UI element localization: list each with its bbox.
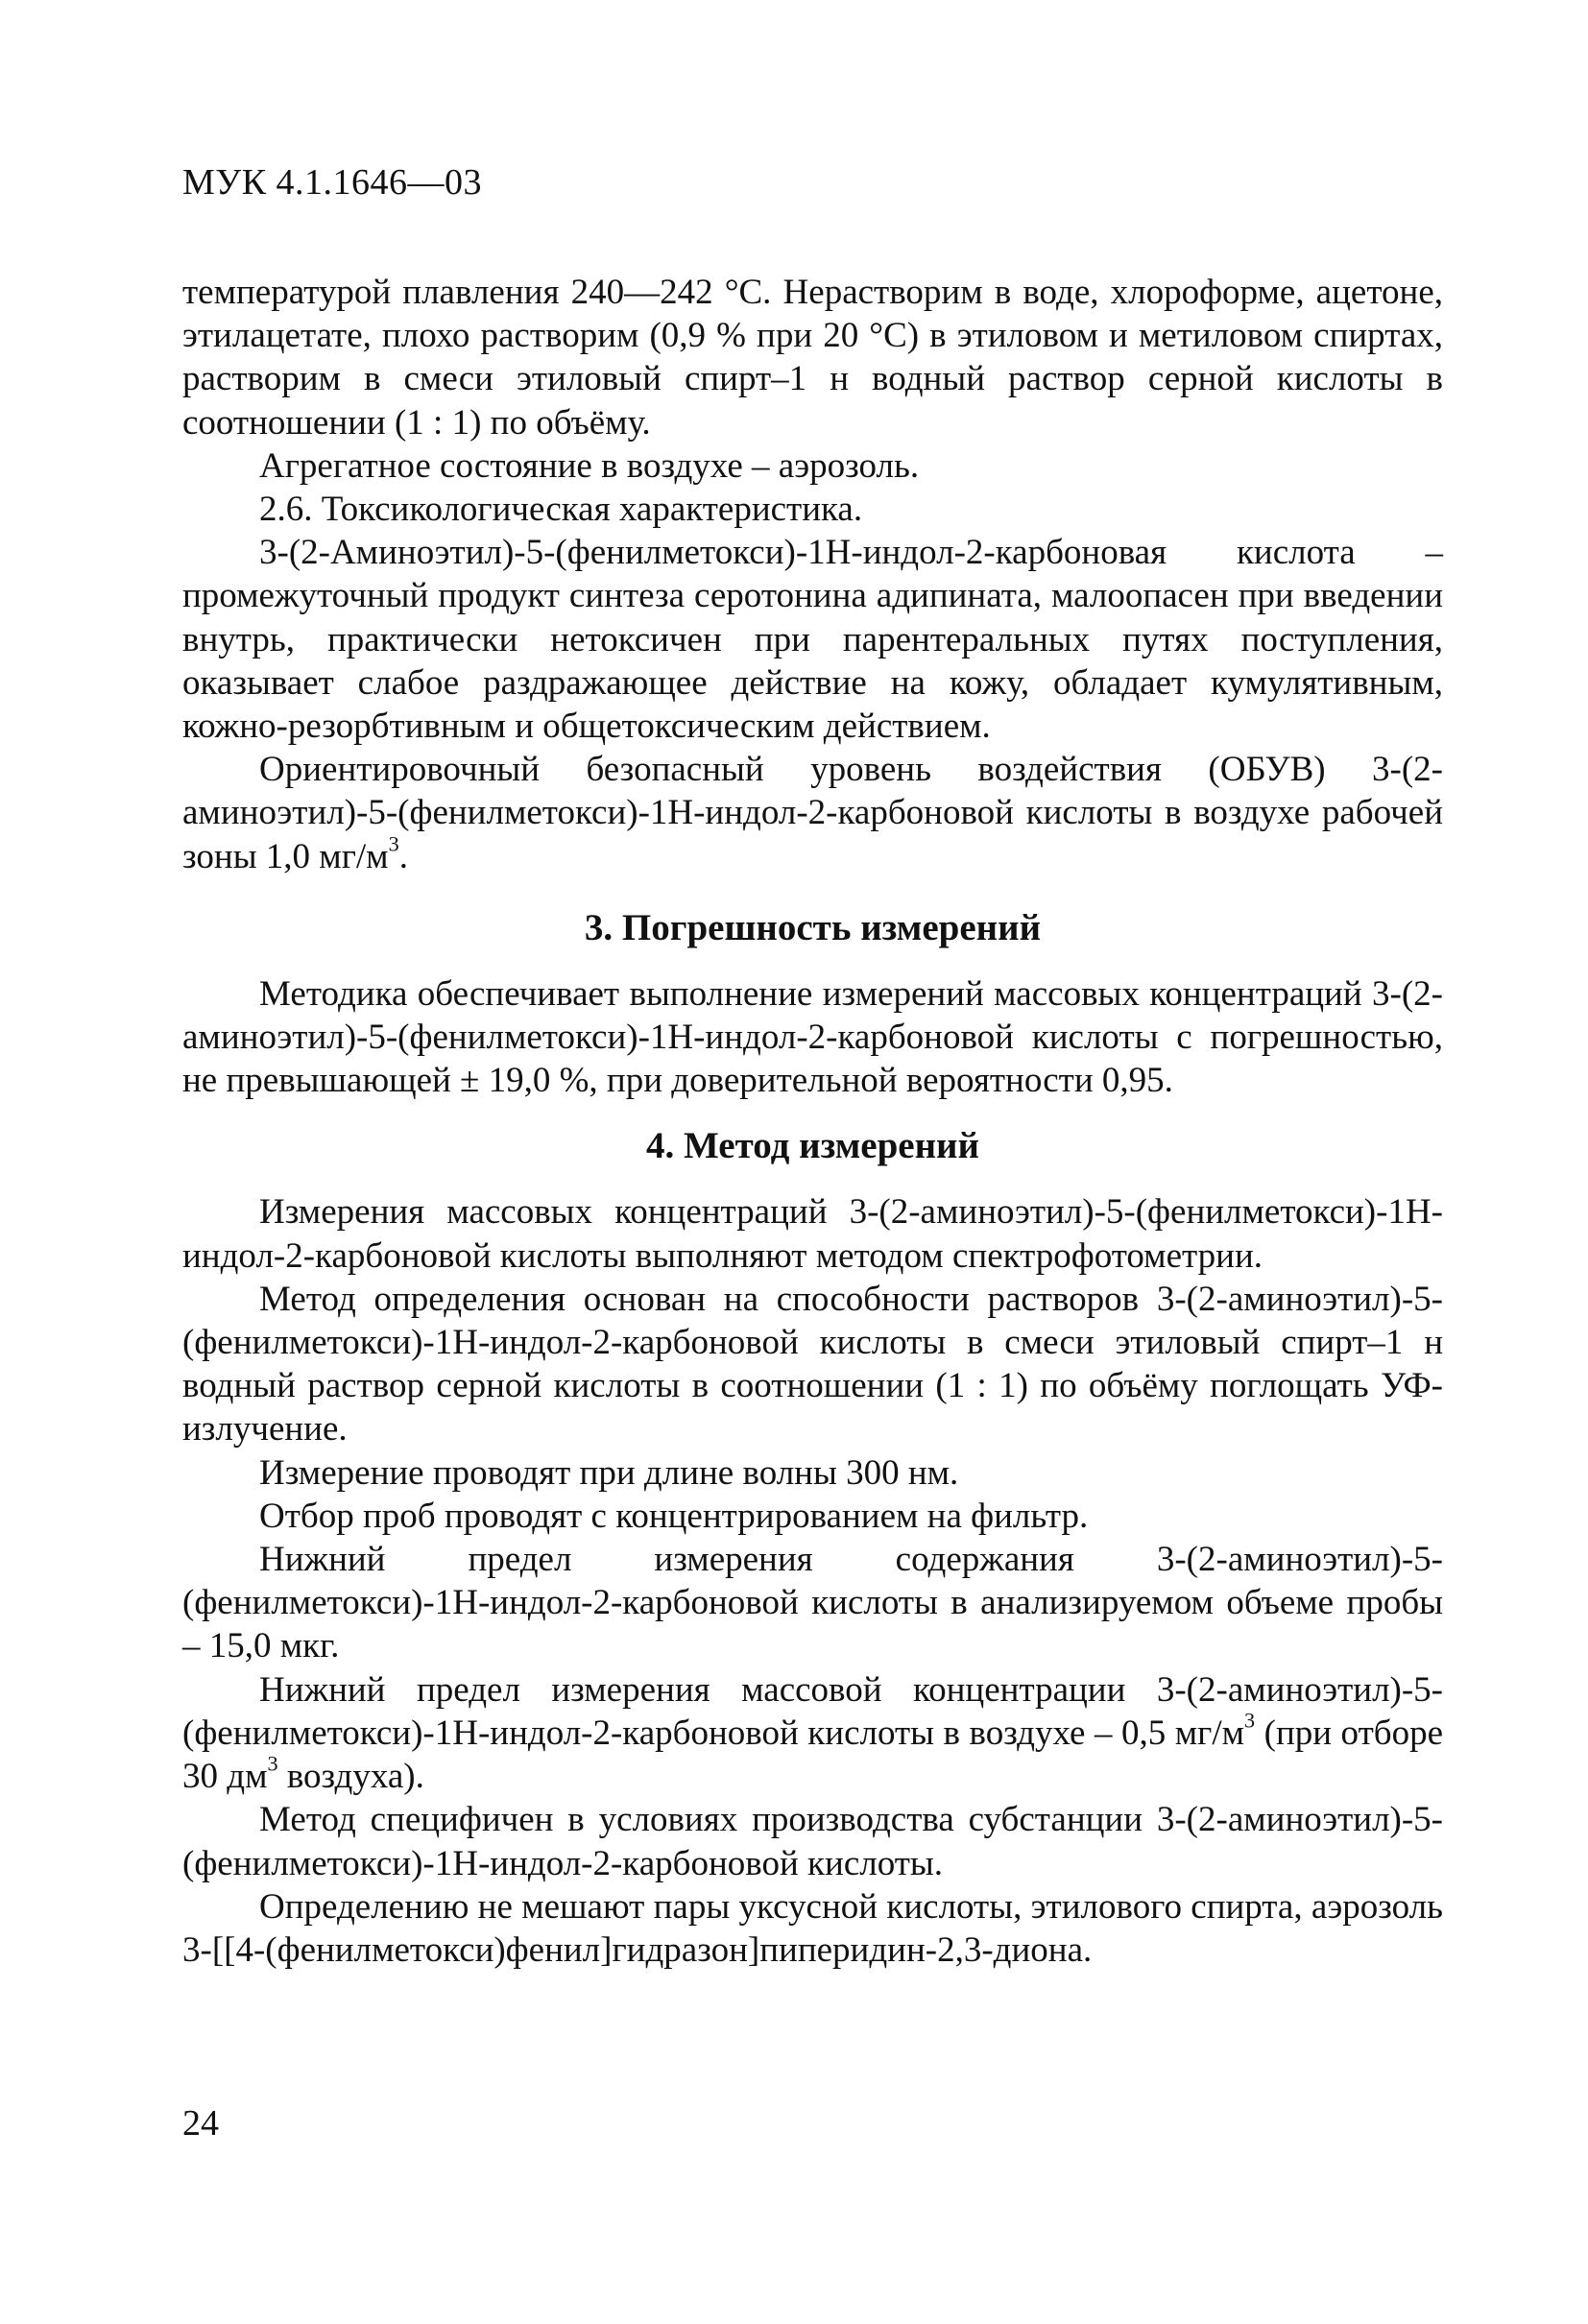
method-6-superscript-1: 3	[1244, 1708, 1256, 1733]
obuv-text: Ориентировочный безопасный уровень воздействия (ОБУВ) 3-(2-аминоэтил)-5-(фенилметокси)-1Н-индол-2-карбоновой кислоты в воздухе рабочей зоны 1,0 мг/м	[182, 750, 1443, 876]
section-4-title: 4. Метод измерений	[646, 1125, 979, 1167]
paragraph-method-8: Определению не мешают пары уксусной кислоты, этилового спирта, аэрозоль 3-[[4-(фенилметокси)фенил]гидразон]пиперидин-2,3-диона.	[182, 1886, 1443, 1970]
paragraph-method-7: Метод специфичен в условиях производства субстанции 3-(2-аминоэтил)-5-(фенилметокси)-1Н-индол-2-карбоновой кислоты.	[182, 1800, 1443, 1883]
section-3-title: 3. Погрешность измерений	[584, 906, 1042, 948]
paragraph-tox-description: 3-(2-Аминоэтил)-5-(фенилметокси)-1Н-индол-2-карбоновая кислота – промежуточный продукт синтеза серотонина адипината, малоопасен при введении внутрь, практически нетоксичен при парентеральных путях поступления, оказывает слабое раздражающее действие на кожу, обладает кумулятивным, кожно-резорбтивным и общетоксическим действием.	[182, 533, 1443, 747]
paragraph-aggregate-state: Агрегатное состояние в воздухе – аэрозоль.	[259, 445, 920, 486]
page-number: 24	[182, 2103, 219, 2144]
paragraph-melting-point: температурой плавления 240—242 °С. Нерастворим в воде, хлороформе, ацетоне, этилацетате, плохо растворим (0,9 % при 20 °С) в этиловом и метиловом спиртах, растворим в смеси этиловый спирт–1 н водный раствор серной кислоты в соотношении (1 : 1) по объёму.	[182, 273, 1443, 443]
paragraph-method-5: Нижний предел измерения содержания 3-(2-аминоэтил)-5-(фенилметокси)-1Н-индол-2-карбоновой кислоты в анализируемом объеме пробы – 15,0 мкг.	[182, 1540, 1443, 1666]
paragraph-method-6	[182, 1668, 1443, 1799]
paragraph-method-2: Метод определения основан на способности растворов 3-(2-аминоэтил)-5-(фенилметокси)-1Н-индол-2-карбоновой кислоты в смеси этиловый спирт–1 н водный раствор серной кислоты в соотношении (1 : 1) по объёму поглощать УФ-излучение.	[182, 1279, 1443, 1450]
obuv-superscript: 3	[388, 830, 399, 855]
paragraph-method-4: Отбор проб проводят с концентрированием на фильтр.	[259, 1496, 1089, 1536]
paragraph-method-3: Измерение проводят при длине волны 300 нм.	[259, 1452, 959, 1493]
method-6-text-a: Нижний предел измерения массовой концентрации 3-(2-аминоэтил)-5-(фенилметокси)-1Н-индол-2-карбоновой кислоты в воздухе – 0,5 мг/м	[182, 1669, 1443, 1753]
method-6-text-b: (при отборе 30 дм	[182, 1713, 1443, 1797]
page-body	[182, 271, 1443, 1972]
paragraph-obuv	[182, 748, 1443, 878]
obuv-end: .	[398, 836, 408, 876]
method-6-text-c: воздуха).	[277, 1757, 424, 1797]
method-6-superscript-2: 3	[267, 1751, 278, 1776]
paragraph-tox-heading: 2.6. Токсикологическая характеристика.	[259, 490, 863, 530]
document-code-header: МУК 4.1.1646—03	[182, 162, 483, 203]
paragraph-error: Методика обеспечивает выполнение измерений массовых концентраций 3-(2-аминоэтил)-5-(фенилметокси)-1Н-индол-2-карбоновой кислоты с погрешностью, не превышающей ± 19,0 %, при доверительной вероятности 0,95.	[182, 973, 1443, 1101]
paragraph-method-1: Измерения массовых концентраций 3-(2-аминоэтил)-5-(фенилметокси)-1Н-индол-2-карбоновой кислоты выполняют методом спектрофотометрии.	[182, 1192, 1443, 1276]
